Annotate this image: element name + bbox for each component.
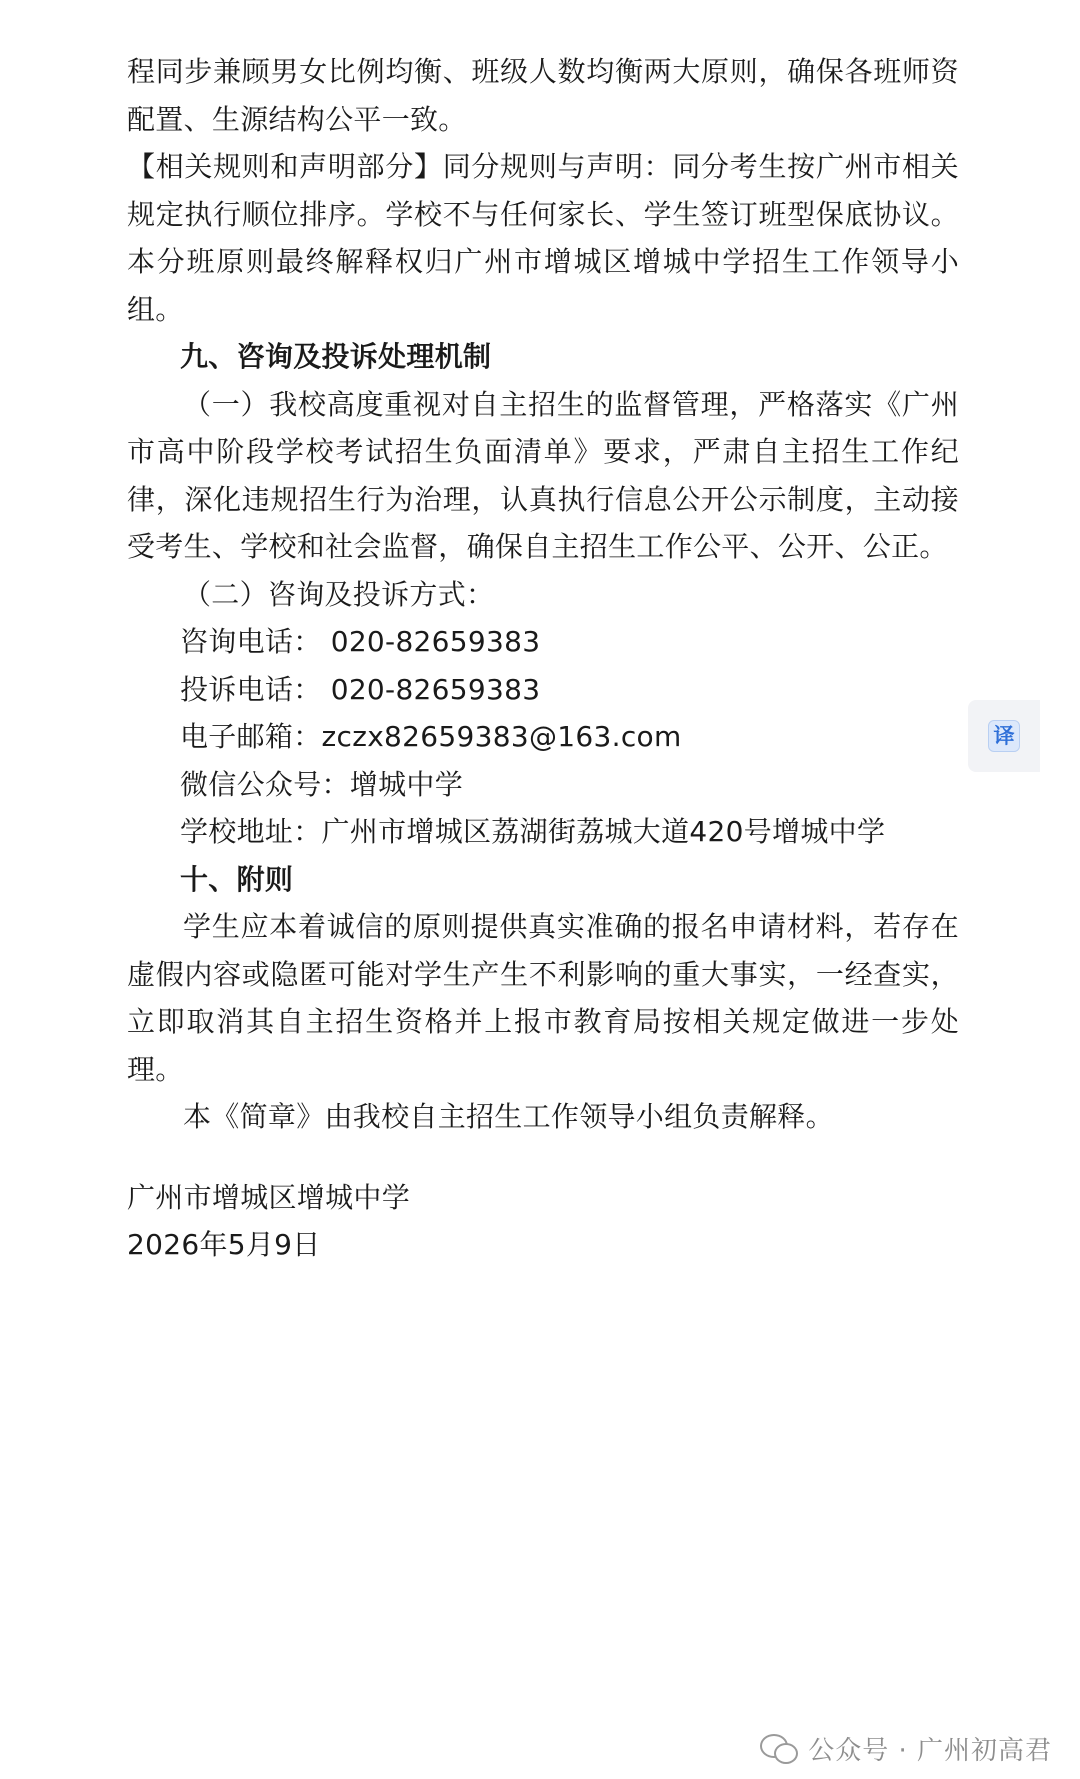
section-10-paragraph-1: 学生应本着诚信的原则提供真实准确的报名申请材料，若存在虚假内容或隐匿可能对学生产生不利影响的重大事实，一经查实，立即取消其自主招生资格并上报市教育局按相关规定做进一步处理。 bbox=[127, 910, 959, 1086]
signature-date: 2026年5月9日 bbox=[127, 1228, 321, 1261]
complaint-phone: 投诉电话： 020-82659383 bbox=[180, 672, 541, 706]
email-address: 电子邮箱：zczx82659383@163.com bbox=[180, 720, 682, 753]
wechat-icon bbox=[760, 1734, 798, 1764]
translate-button[interactable] bbox=[968, 700, 1040, 772]
watermark-text: 公众号 · 广州初高君 bbox=[808, 1736, 1052, 1766]
school-address: 学校地址：广州市增城区荔湖街荔城大道420号增城中学 bbox=[180, 815, 886, 848]
paragraph-continuation: 程同步兼顾男女比例均衡、班级人数均衡两大原则，确保各班师资配置、生源结构公平一致。 bbox=[127, 55, 959, 136]
paragraph-rules: 【相关规则和声明部分】同分规则与声明：同分考生按广州市相关规定执行顺位排序。学校不与任何家长、学生签订班型保底协议。本分班原则最终解释权归广州市增城区增城中学招生工作领导小组。 bbox=[127, 150, 959, 326]
section-9-paragraph-1: （一）我校高度重视对自主招生的监督管理，严格落实《广州市高中阶段学校考试招生负面清单》要求，严肃自主招生工作纪律，深化违规招生行为治理，认真执行信息公开公示制度，主动接受考生、学校和社会监督，确保自主招生工作公平、公开、公正。 bbox=[127, 387, 959, 563]
translate-icon: 译 bbox=[988, 720, 1020, 752]
section-9-heading: 九、咨询及投诉处理机制 bbox=[180, 340, 492, 373]
wechat-account: 微信公众号：增城中学 bbox=[180, 767, 464, 801]
section-9-paragraph-2: （二）咨询及投诉方式： bbox=[183, 577, 495, 611]
document-body bbox=[127, 48, 959, 1269]
section-10-heading: 十、附则 bbox=[180, 862, 294, 896]
signature: 广州市增城区增城中学 bbox=[127, 1180, 411, 1214]
consult-phone: 咨询电话： 020-82659383 bbox=[180, 625, 541, 658]
watermark bbox=[760, 1730, 1052, 1767]
section-10-paragraph-2: 本《简章》由我校自主招生工作领导小组负责解释。 bbox=[183, 1100, 834, 1133]
